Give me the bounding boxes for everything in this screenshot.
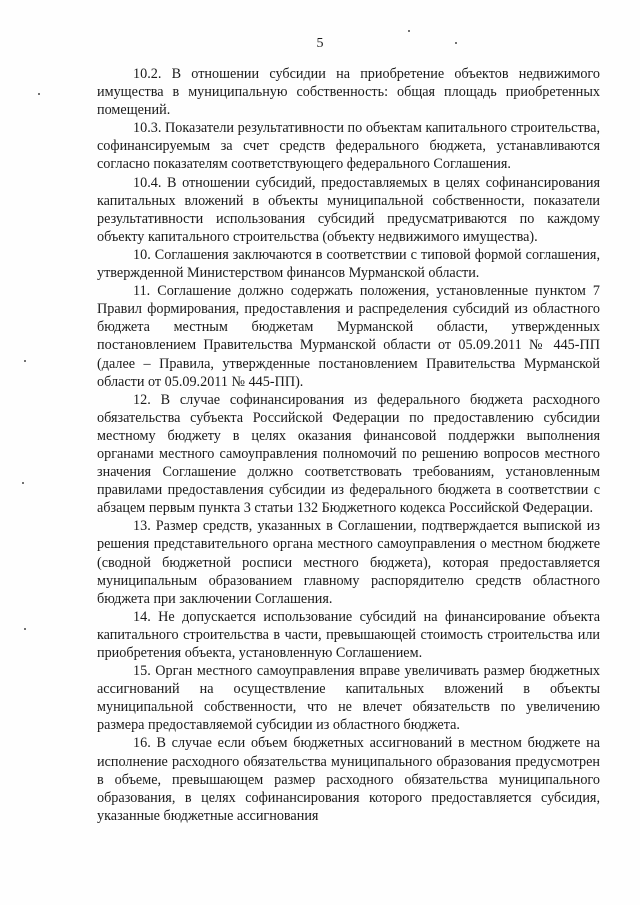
scan-speck [408, 30, 410, 32]
paragraph-11: 11. Соглашение должно содержать положения, установленные пунктом 7 Правил формирования, предоставления и распределения субсидий из областного бюджета местным бюджетам Мурманской области, утвержденных постановлением Правительства Мурманской области от 05.09.2011 № 445-ПП (далее – Правила, утвержденные постановлением Правительства Мурманской области от 05.09.2011 № 445-ПП). [97, 283, 600, 390]
scan-speck [24, 360, 26, 362]
scan-speck [38, 93, 40, 95]
paragraph-10-4: 10.4. В отношении субсидий, предоставляемых в целях софинансирования капитальных вложений в объекты муниципальной собственности, показатели результативности использования субсидий предусматриваются по каждому объекту капитального строительства (объекту недвижимого имущества). [97, 174, 600, 245]
paragraph-14: 14. Не допускается использование субсидий на финансирование объекта капитального строительства в части, превышающей стоимость строительства или приобретения объекта, установленную Соглашением. [97, 608, 600, 661]
document-body [97, 65, 600, 825]
scan-speck [22, 482, 24, 484]
scan-speck [24, 628, 26, 630]
paragraph-10: 10. Соглашения заключаются в соответствии с типовой формой соглашения, утвержденной Министерством финансов Мурманской области. [97, 246, 600, 282]
paragraph-16: 16. В случае если объем бюджетных ассигнований в местном бюджете на исполнение расходного обязательства муниципального образования предусмотрен в объеме, превышающем размер расходного обязательства муниципального образования, в целях софинансирования которого предоставляется субсидия, указанные бюджетные ассигнования [97, 735, 600, 824]
paragraph-12: 12. В случае софинансирования из федерального бюджета расходного обязательства субъекта Российской Федерации по предоставлению субсидии местному бюджету в целях оказания финансовой поддержки выполнения органами местного самоуправления полномочий по решению вопросов местного значения Соглашение должно соответствовать требованиям, установленным правилами предоставления субсидии из федерального бюджета в соответствии с абзацем первым пункта 3 статьи 132 Бюджетного кодекса Российской Федерации. [97, 391, 600, 517]
page-number: 5 [316, 36, 324, 51]
paragraph-10-2: 10.2. В отношении субсидии на приобретение объектов недвижимого имущества в муниципальную собственность: общая площадь приобретенных помещений. [97, 66, 600, 119]
paragraph-10-3: 10.3. Показатели результативности по объектам капитального строительства, софинансируемым за счет средств федерального бюджета, устанавливаются согласно показателям соответствующего федерального Соглашения. [97, 120, 600, 173]
scan-speck [455, 42, 457, 44]
paragraph-13: 13. Размер средств, указанных в Соглашении, подтверждается выпиской из решения представительного органа местного самоуправления о местном бюджете (сводной бюджетной росписи местного бюджета), которая предоставляется муниципальным образованием главному распорядителю средств областного бюджета при заключении Соглашения. [97, 518, 600, 607]
paragraph-15: 15. Орган местного самоуправления вправе увеличивать размер бюджетных ассигнований на осуществление капитальных вложений в объекты муниципальной собственности, что не влечет обязательств по увеличению размера предоставляемой субсидии из областного бюджета. [97, 663, 600, 734]
